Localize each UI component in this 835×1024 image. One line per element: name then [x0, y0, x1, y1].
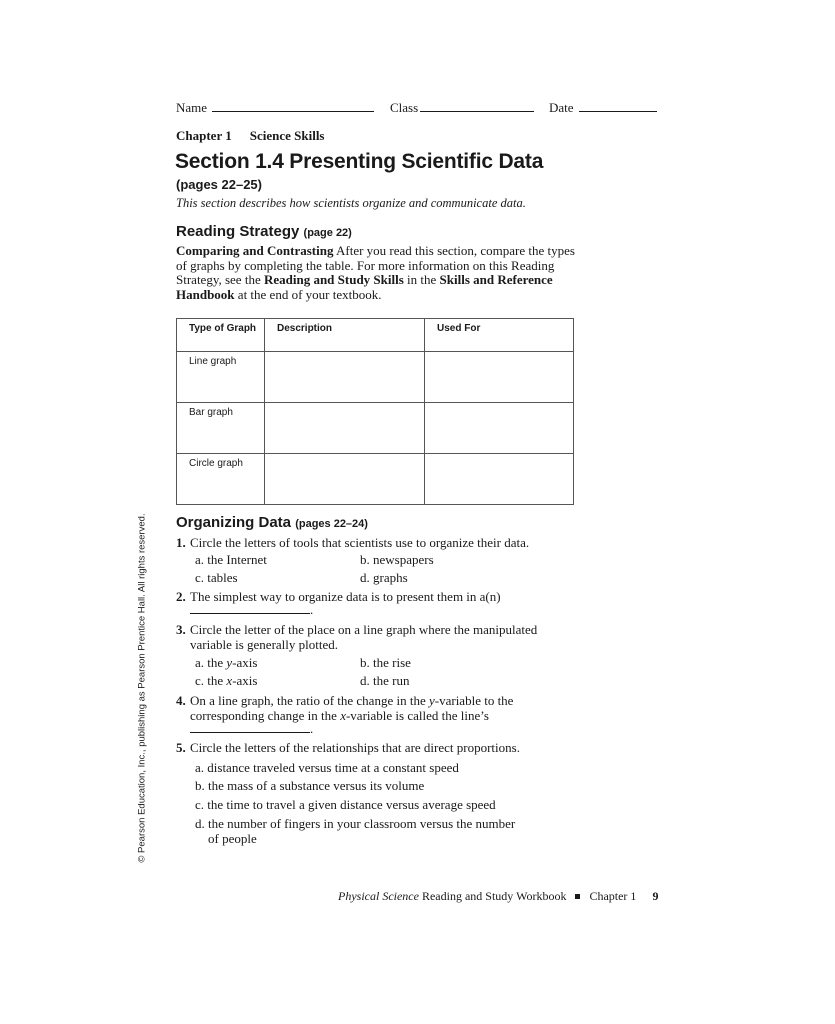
strategy-text-3: at the end of your textbook. — [234, 286, 382, 302]
reading-strategy-pages: (page 22) — [303, 227, 352, 239]
question-number: 2. — [176, 589, 186, 604]
question-3 — [176, 622, 537, 652]
name-field — [176, 99, 374, 116]
organizing-data-pages: (pages 22–24) — [295, 518, 368, 530]
q3-option-b[interactable]: b. the rise — [360, 655, 411, 670]
reading-strategy-heading — [176, 223, 352, 240]
copyright-notice: © Pearson Education, Inc., publishing as Pearson Prentice Hall. All rights reserved. — [136, 513, 148, 863]
date-label: Date — [549, 100, 574, 115]
footer-book-rest: Reading and Study Workbook — [418, 889, 567, 903]
reading-strategy-instructions — [176, 244, 576, 302]
question-text: The simplest way to organize data is to present them in a(n) — [190, 589, 501, 604]
cell-used-for[interactable] — [425, 454, 574, 505]
q3-option-a[interactable]: a. the y-axis — [195, 655, 258, 670]
cell-used-for[interactable] — [425, 352, 574, 403]
question-1 — [176, 535, 529, 550]
q5-option-a[interactable]: a. distance traveled versus time at a constant speed — [195, 760, 459, 775]
date-blank[interactable] — [579, 99, 657, 112]
page-number: 9 — [652, 889, 659, 903]
q4-answer — [190, 721, 313, 736]
header-type-of-graph: Type of Graph — [177, 319, 265, 352]
q5-option-d[interactable]: d. the number of fingers in your classroom versus the number of people — [195, 816, 516, 846]
page-footer — [338, 889, 658, 904]
cell-description[interactable] — [265, 403, 425, 454]
answer-period: . — [310, 721, 314, 736]
q1-option-c[interactable]: c. tables — [195, 570, 238, 585]
name-label: Name — [176, 100, 208, 115]
q1-option-a[interactable]: a. the Internet — [195, 552, 267, 567]
strategy-text-1: After you read this section, compare the types of graphs by completing the table. For more information on this Reading Strategy, see the — [176, 243, 575, 287]
organizing-data-heading — [176, 514, 368, 531]
bullet-square-icon — [575, 894, 580, 899]
footer-book-title: Physical Science — [338, 889, 419, 903]
name-blank[interactable] — [212, 99, 374, 112]
header-used-for: Used For — [425, 319, 574, 352]
question-number: 1. — [176, 535, 186, 550]
q2-answer — [190, 602, 313, 617]
q1-option-d[interactable]: d. graphs — [360, 570, 408, 585]
q3-option-d[interactable]: d. the run — [360, 673, 410, 688]
question-4: 4. On a line graph, the ratio of the change in the y-variable to the corresponding change in the x-variable is called the line’s — [176, 693, 514, 723]
chapter-number: Chapter 1 — [176, 128, 232, 143]
q5-option-c[interactable]: c. the time to travel a given distance versus average speed — [195, 797, 496, 812]
class-field — [390, 99, 534, 116]
table-row — [177, 454, 574, 505]
table-row — [177, 352, 574, 403]
question-number: 3. — [176, 622, 186, 637]
question-text-cont: variable is generally plotted. — [190, 637, 339, 652]
question-number: 5. — [176, 740, 186, 755]
cell-used-for[interactable] — [425, 403, 574, 454]
table-row — [177, 403, 574, 454]
footer-chapter: Chapter 1 — [589, 889, 637, 903]
answer-blank[interactable] — [190, 721, 310, 733]
cell-description[interactable] — [265, 454, 425, 505]
table-header-row — [177, 319, 574, 352]
strategy-text-2: in the — [403, 272, 440, 287]
header-description: Description — [265, 319, 425, 352]
class-label: Class — [390, 100, 419, 115]
strategy-bold-1: Reading and Study Skills — [263, 272, 404, 287]
class-blank[interactable] — [420, 99, 534, 112]
question-number: 4. — [176, 693, 186, 708]
reading-strategy-title: Reading Strategy — [176, 223, 300, 240]
graph-types-table — [176, 318, 574, 505]
date-field — [549, 99, 657, 116]
section-description: This section describes how scientists organize and communicate data. — [176, 196, 526, 210]
answer-blank[interactable] — [190, 602, 310, 614]
q5-option-b[interactable]: b. the mass of a substance versus its volume — [195, 778, 425, 793]
answer-period: . — [310, 602, 314, 617]
row-label-circle-graph: Circle graph — [177, 454, 265, 505]
strategy-lead: Comparing and Contrasting — [176, 243, 334, 258]
chapter-title: Science Skills — [249, 128, 325, 143]
organizing-data-title: Organizing Data — [176, 514, 292, 531]
q1-option-b[interactable]: b. newspapers — [360, 552, 434, 567]
cell-description[interactable] — [265, 352, 425, 403]
chapter-heading — [176, 128, 325, 144]
section-title: Section 1.4 Presenting Scientific Data — [175, 150, 544, 173]
question-text: Circle the letter of the place on a line graph where the manipulated — [190, 622, 538, 637]
q3-option-c[interactable]: c. the x-axis — [195, 673, 258, 688]
question-text: Circle the letters of tools that scientists use to organize their data. — [190, 535, 530, 550]
strategy-bold-2: Skills and Reference Handbook — [176, 272, 553, 302]
question-text: Circle the letters of the relationships that are direct proportions. — [190, 740, 520, 755]
row-label-bar-graph: Bar graph — [177, 403, 265, 454]
row-label-line-graph: Line graph — [177, 352, 265, 403]
question-5 — [176, 740, 520, 755]
section-pages: (pages 22–25) — [176, 177, 262, 192]
